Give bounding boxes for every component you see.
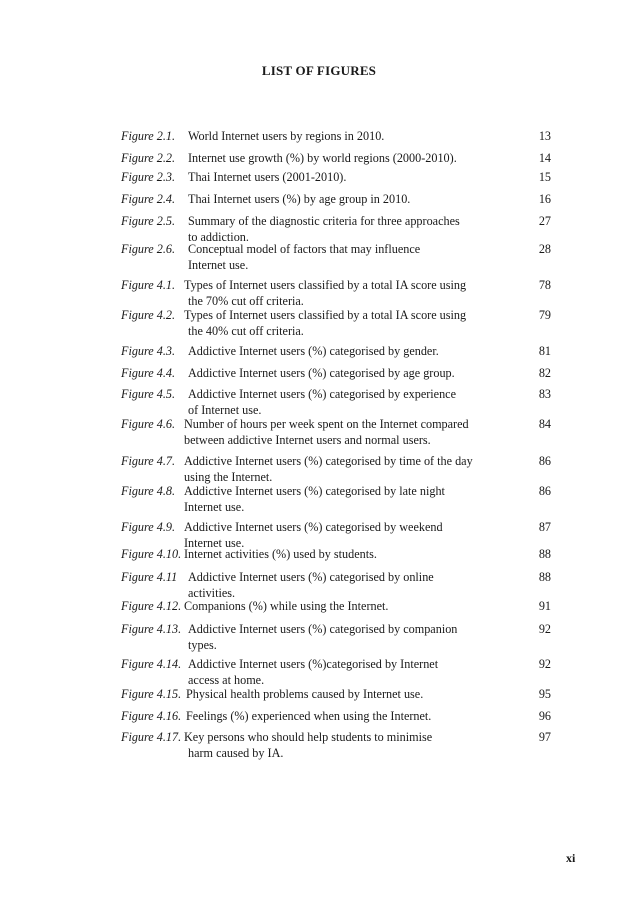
- figure-page-number: 16: [538, 192, 551, 206]
- figure-number: Figure 4.2.: [121, 308, 176, 322]
- figure-title: Thai Internet users (2001-2010).: [188, 170, 347, 184]
- figure-number: Figure 4.12.: [121, 599, 182, 613]
- page-title: LIST OF FIGURES: [261, 63, 377, 78]
- figure-title: Feelings (%) experienced when using the Internet.: [186, 709, 432, 723]
- figure-page-number: 81: [538, 344, 551, 358]
- figure-title-continued: activities.: [188, 586, 236, 600]
- figure-page-number: 86: [538, 454, 551, 468]
- figure-title-continued: Internet use.: [188, 258, 249, 272]
- figure-title-continued: types.: [188, 638, 217, 652]
- figure-title: Internet activities (%) used by students.: [184, 547, 377, 561]
- figure-number: Figure 4.17.: [121, 730, 182, 744]
- figure-number: Figure 4.7.: [121, 454, 176, 468]
- figure-number: Figure 4.3.: [121, 344, 176, 358]
- figure-page-number: 14: [538, 151, 551, 165]
- figure-number: Figure 4.14.: [121, 657, 182, 671]
- figure-number: Figure 4.1.: [121, 278, 176, 292]
- figure-title: Number of hours per week spent on the Internet compared: [184, 417, 469, 431]
- figure-number: Figure 4.10.: [121, 547, 182, 561]
- figure-title: Addictive Internet users (%) categorised by late night: [184, 484, 445, 498]
- figure-title-continued: the 40% cut off criteria.: [188, 324, 304, 338]
- figure-title: Addictive Internet users (%) categorised by weekend: [184, 520, 443, 534]
- figure-number: Figure 2.1.: [121, 129, 176, 143]
- figure-page-number: 86: [538, 484, 551, 498]
- figure-title-continued: the 70% cut off criteria.: [188, 294, 304, 308]
- figure-title-continued: Internet use.: [184, 500, 245, 514]
- figure-page-number: 88: [538, 570, 551, 584]
- figure-title-continued: of Internet use.: [188, 403, 262, 417]
- figure-title: Types of Internet users classified by a total IA score using: [184, 308, 467, 322]
- figure-page-number: 92: [538, 657, 551, 671]
- page-number: xi: [566, 851, 576, 865]
- figure-title-continued: harm caused by IA.: [188, 746, 284, 760]
- figure-title-continued: access at home.: [188, 673, 265, 687]
- figure-number: Figure 2.5.: [121, 214, 176, 228]
- figure-title: Addictive Internet users (%) categorised by experience: [188, 387, 457, 401]
- figure-number: Figure 2.3.: [121, 170, 176, 184]
- figure-page-number: 84: [538, 417, 551, 431]
- figure-page-number: 88: [538, 547, 551, 561]
- figure-title: Addictive Internet users (%) categorised by age group.: [188, 366, 455, 380]
- figure-page-number: 82: [538, 366, 551, 380]
- figure-title: Summary of the diagnostic criteria for three approaches: [188, 214, 460, 228]
- figure-title-continued: Internet use.: [184, 536, 245, 550]
- figure-title: Types of Internet users classified by a total IA score using: [184, 278, 467, 292]
- figure-page-number: 97: [538, 730, 551, 744]
- figure-page-number: 96: [538, 709, 551, 723]
- figure-page-number: 87: [538, 520, 551, 534]
- figure-number: Figure 4.8.: [121, 484, 176, 498]
- figure-number: Figure 4.9.: [121, 520, 176, 534]
- figure-page-number: 15: [538, 170, 551, 184]
- figure-number: Figure 4.6.: [121, 417, 176, 431]
- figure-title: Internet use growth (%) by world regions (2000-2010).: [188, 151, 457, 165]
- figure-title: Physical health problems caused by Internet use.: [186, 687, 424, 701]
- figure-title-continued: using the Internet.: [184, 470, 273, 484]
- figure-title: Addictive Internet users (%) categorised by companion: [188, 622, 458, 636]
- figure-title: Addictive Internet users (%)categorised by Internet: [188, 657, 439, 671]
- figure-number: Figure 2.2.: [121, 151, 176, 165]
- figure-page-number: 78: [538, 278, 551, 292]
- figure-title: World Internet users by regions in 2010.: [188, 129, 385, 143]
- figure-title: Conceptual model of factors that may influence: [188, 242, 421, 256]
- figure-number: Figure 2.6.: [121, 242, 176, 256]
- figure-title: Key persons who should help students to minimise: [184, 730, 433, 744]
- figure-page-number: 28: [538, 242, 551, 256]
- figure-title: Companions (%) while using the Internet.: [184, 599, 389, 613]
- figure-number: Figure 4.16.: [121, 709, 182, 723]
- figure-number: Figure 2.4.: [121, 192, 176, 206]
- figure-title-continued: between addictive Internet users and normal users.: [184, 433, 431, 447]
- figure-page-number: 83: [538, 387, 551, 401]
- figure-title-continued: to addiction.: [188, 230, 249, 244]
- figure-title: Addictive Internet users (%) categorised by time of the day: [184, 454, 473, 468]
- figure-title: Addictive Internet users (%) categorised by gender.: [188, 344, 439, 358]
- figure-title: Addictive Internet users (%) categorised by online: [188, 570, 434, 584]
- figure-page-number: 92: [538, 622, 551, 636]
- figure-number: Figure 4.13.: [121, 622, 182, 636]
- figure-page-number: 27: [538, 214, 551, 228]
- figure-number: Figure 4.15.: [121, 687, 182, 701]
- figure-page-number: 91: [538, 599, 551, 613]
- figure-number: Figure 4.5.: [121, 387, 176, 401]
- figure-number: Figure 4.4.: [121, 366, 176, 380]
- figure-page-number: 79: [538, 308, 551, 322]
- figure-page-number: 95: [538, 687, 551, 701]
- figure-number: Figure 4.11: [121, 570, 178, 584]
- figure-title: Thai Internet users (%) by age group in 2010.: [188, 192, 411, 206]
- figure-page-number: 13: [538, 129, 551, 143]
